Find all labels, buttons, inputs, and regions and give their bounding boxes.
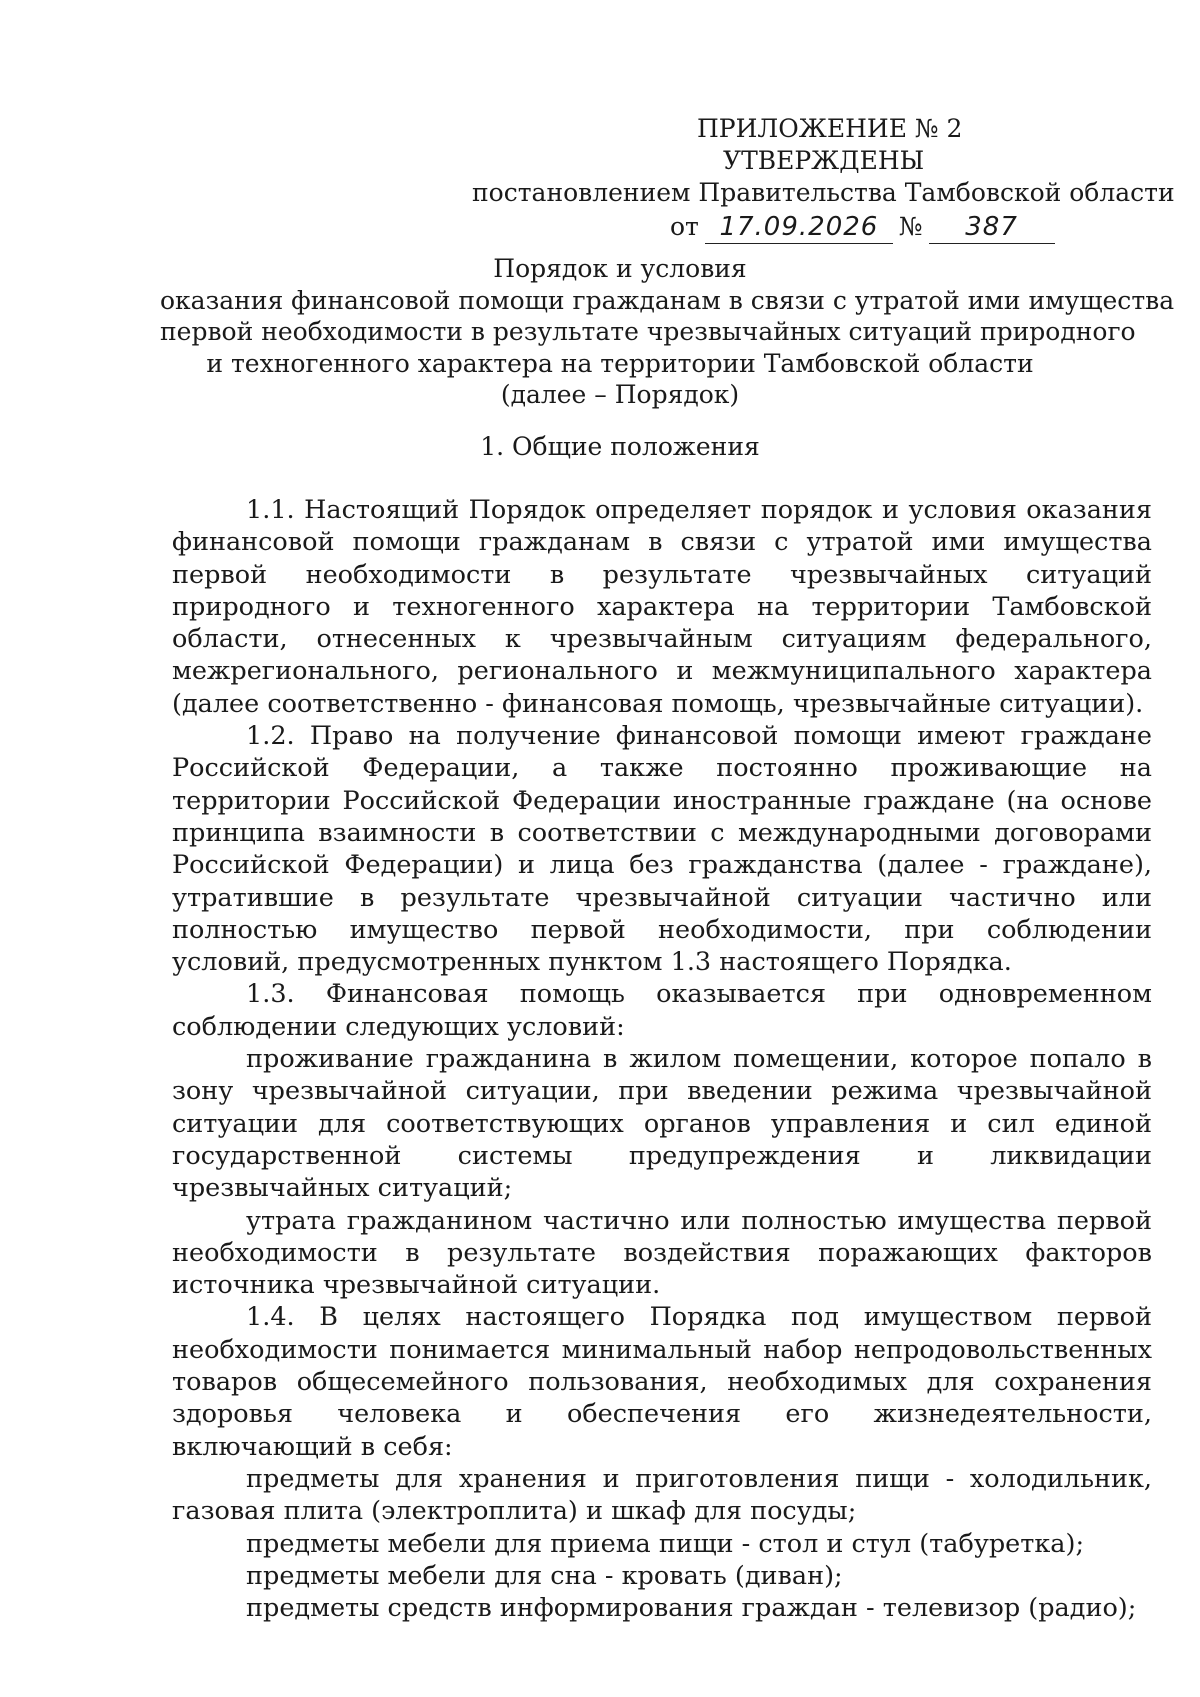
document-title	[160, 253, 1175, 411]
title-line: первой необходимости в результате чрезвычайных ситуаций природного	[160, 317, 1136, 346]
title-line: оказания финансовой помощи гражданам в связи с утратой ими имущества	[160, 285, 1175, 315]
paragraph: предметы мебели для сна - кровать (диван);	[246, 1560, 843, 1591]
paragraph: предметы мебели для приема пищи - стол и стул (табуретка);	[246, 1528, 1085, 1559]
number-prefix: №	[898, 212, 923, 241]
approved-label: УТВЕРЖДЕНЫ	[723, 146, 925, 175]
handwritten-number: 387	[929, 213, 1055, 244]
title-line: и техногенного характера на территории Тамбовской области	[206, 348, 1034, 378]
decree-line: постановлением Правительства Тамбовской области	[472, 178, 1175, 207]
paragraph: 1.3. Финансовая помощь оказывается при одновременном соблюдении следующих условий:	[172, 979, 1152, 1042]
paragraph: 1.1. Настоящий Порядок определяет порядок и условия оказания финансовой помощи гражданам в связи с утратой ими имущества первой необходимости в результате чрезвычайных ситуаций природного и техногенного характера на территории Тамбовской области, отнесенных к чрезвычайным ситуациям федерального, межрегионального, регионального и межмуниципального характера (далее соответственно - финансовая помощь, чрезвычайные ситуации).	[172, 495, 1152, 719]
paragraph: предметы для хранения и приготовления пищи - холодильник, газовая плита (электроплита) и шкаф для посуды;	[172, 1463, 1152, 1527]
paragraph: предметы средств информирования граждан - телевизор (радио);	[246, 1593, 1137, 1624]
paragraph: проживание гражданина в жилом помещении, которое попало в зону чрезвычайной ситуации, при введении режима чрезвычайной ситуации для соответствующих органов управления и сил единой государственной системы предупреждения и ликвидации чрезвычайных ситуаций;	[172, 1044, 1152, 1204]
date-prefix: от	[670, 212, 699, 241]
paragraph: 1.4. В целях настоящего Порядка под имуществом первой необходимости понимается минимальный набор непродовольственных товаров общесемейного пользования, необходимых для сохранения здоровья человека и обеспечения его жизнедеятельности, включающий в себя:	[172, 1302, 1152, 1462]
date-number-line	[670, 210, 1055, 244]
title-line: (далее – Порядок)	[500, 380, 740, 409]
handwritten-date: 17.09.2026	[705, 213, 893, 244]
appendix-label: ПРИЛОЖЕНИЕ № 2	[697, 114, 963, 143]
document-body	[172, 494, 1152, 1624]
section-heading: 1. Общие положения	[480, 432, 760, 461]
paragraph: утрата гражданином частично или полностью имущества первой необходимости в результате воздействия поражающих факторов источника чрезвычайной ситуации.	[172, 1205, 1152, 1301]
title-line: Порядок и условия	[493, 254, 747, 283]
paragraph: 1.2. Право на получение финансовой помощи имеют граждане Российской Федерации, а также постоянно проживающие на территории Российской Федерации иностранные граждане (на основе принципа взаимности в соответствии с международными договорами Российской Федерации) и лица без гражданства (далее - граждане), утратившие в результате чрезвычайной ситуации частично или полностью имущество первой необходимости, при соблюдении условий, предусмотренных пунктом 1.3 настоящего Порядка.	[172, 721, 1152, 978]
